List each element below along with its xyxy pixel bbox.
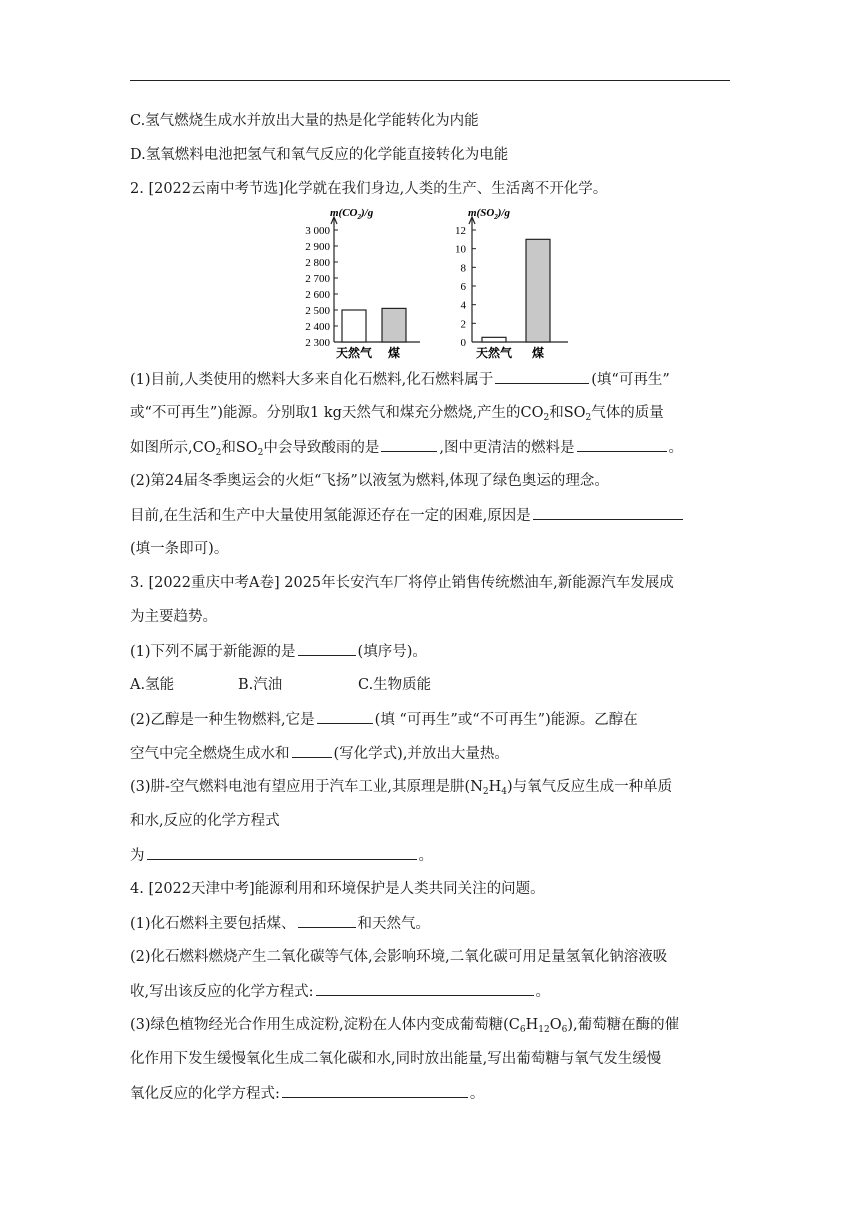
question-4-heading: 4. [2022天津中考]能源利用和环境保护是人类共同关注的问题。 [130, 881, 545, 897]
q3-part3-line3: 为 。 [130, 845, 433, 866]
answer-blank[interactable] [292, 743, 332, 758]
q4-part3-line2: 化作用下发生缓慢氧化生成二氧化碳和水,同时放出能量,写出葡萄糖与氧气发生缓慢 [130, 1051, 662, 1067]
y-tick-label: 10 [455, 243, 466, 256]
q3-part1: (1)下列不属于新能源的是 (填序号)。 [130, 641, 427, 662]
y-tick-label: 2 [460, 318, 466, 331]
y-tick-label: 6 [460, 281, 466, 293]
x-tick-label: 天然气 [335, 346, 373, 360]
q2-part2-line1: (2)第24届冬季奥运会的火炬“飞扬”以液氢为燃料,体现了绿色奥运的理念。 [130, 473, 609, 489]
q2-part1-line2: 或“不可再生”)能源。分别取1 kg天然气和煤充分燃烧,产生的$CO_2$和$SO_2$气体的质量 [130, 405, 664, 423]
bar-natural-gas [482, 337, 506, 342]
y-tick-label: 8 [460, 262, 466, 275]
q4-part1: (1)化石燃料主要包括煤、 和天然气。 [130, 913, 430, 934]
answer-blank[interactable] [147, 845, 417, 860]
x-tick-label: 煤 [531, 346, 545, 360]
y-tick-label: 4 [460, 299, 466, 312]
y-tick-label: 2 600 [305, 289, 330, 301]
q2-part2-line3: (填一条即可)。 [130, 541, 229, 557]
y-tick-label: 2 700 [305, 273, 330, 285]
y-tick-label: 2 500 [305, 305, 330, 317]
option-d: D.氢氧燃料电池把氢气和氧气反应的化学能直接转化为电能 [130, 147, 509, 163]
bar-coal [526, 239, 550, 342]
co2-ylabel: $m(CO_2)/g$ [330, 207, 374, 221]
q2-part1-line3: 如图所示$,CO_2$和$SO_2$中会导致酸雨的是 ,图中更清洁的燃料是 。 [130, 437, 683, 463]
answer-blank[interactable] [317, 709, 373, 724]
answer-blank[interactable] [381, 437, 437, 452]
header-rule [130, 80, 730, 81]
x-tick-label: 煤 [387, 346, 401, 360]
q3-options [130, 675, 431, 695]
answer-blank[interactable] [577, 437, 667, 452]
q3-part2-line2: 空气中完全燃烧生成水和 (写化学式),并放出大量热。 [130, 743, 509, 764]
y-tick-label: 2 400 [305, 321, 330, 333]
question-3-heading-cont: 为主要趋势。 [130, 609, 217, 625]
q3-part2-line1: (2)乙醇是一种生物燃料,它是 (填 “可再生”或“不可再生”)能源。乙醇在 [130, 709, 638, 730]
so2-ylabel: $m(SO_2)/g$ [468, 207, 511, 221]
bar-coal [382, 308, 406, 342]
answer-blank[interactable] [298, 913, 356, 928]
option-c-biomass: C.生物质能 [358, 677, 432, 693]
answer-blank[interactable] [298, 641, 356, 656]
answer-blank[interactable] [282, 1083, 468, 1098]
bar-natural-gas [342, 310, 366, 342]
question-3-heading: 3. [2022重庆中考A卷] 2025年长安汽车厂将停止销售传统燃油车,新能源汽车发展成 [130, 575, 674, 591]
answer-blank[interactable] [316, 981, 534, 996]
x-tick-label: 天然气 [475, 346, 513, 360]
y-tick-label: 2 900 [305, 241, 330, 253]
option-b: B.汽油 [238, 677, 283, 693]
answer-blank[interactable] [533, 505, 683, 520]
question-2-heading: 2. [2022云南中考节选]化学就在我们身边,人类的生产、生活离不开化学。 [130, 181, 608, 197]
q4-part2-line2: 收,写出该反应的化学方程式: 。 [130, 981, 550, 1002]
y-tick-label: 2 800 [305, 257, 330, 269]
y-tick-label: 2 300 [305, 337, 330, 349]
option-c: C.氢气燃烧生成水并放出大量的热是化学能转化为内能 [130, 113, 479, 129]
so2-chart [440, 202, 580, 368]
option-a: A.氢能 [130, 677, 175, 693]
answer-blank[interactable] [495, 369, 589, 384]
y-tick-label: 3 000 [305, 225, 330, 237]
y-tick-label: 0 [460, 337, 466, 349]
q2-part1-line1: (1)目前,人类使用的燃料大多来自化石燃料,化石燃料属于 (填“可再生” [130, 369, 670, 390]
q4-part3-line1: (3)绿色植物经光合作用生成淀粉,淀粉在人体内变成葡萄糖$(C_6H_{12}O_6)$,葡萄糖在酶的催 [130, 1017, 680, 1035]
q3-part3-line1: (3)肼-空气燃料电池有望应用于汽车工业,其原理是肼$(N_2H_4)$与氧气反应生成一种单质 [130, 779, 673, 797]
y-tick-label: 12 [455, 225, 466, 237]
co2-chart [292, 202, 432, 368]
q3-part3-line2: 和水,反应的化学方程式 [130, 813, 280, 829]
q2-part2-line2: 目前,在生活和生产中大量使用氢能源还存在一定的困难,原因是 [130, 505, 685, 526]
q4-part3-line3: 氧化反应的化学方程式: 。 [130, 1083, 484, 1104]
q4-part2-line1: (2)化石燃料燃烧产生二氧化碳等气体,会影响环境,二氧化碳可用足量氢氧化钠溶液吸 [130, 949, 668, 965]
